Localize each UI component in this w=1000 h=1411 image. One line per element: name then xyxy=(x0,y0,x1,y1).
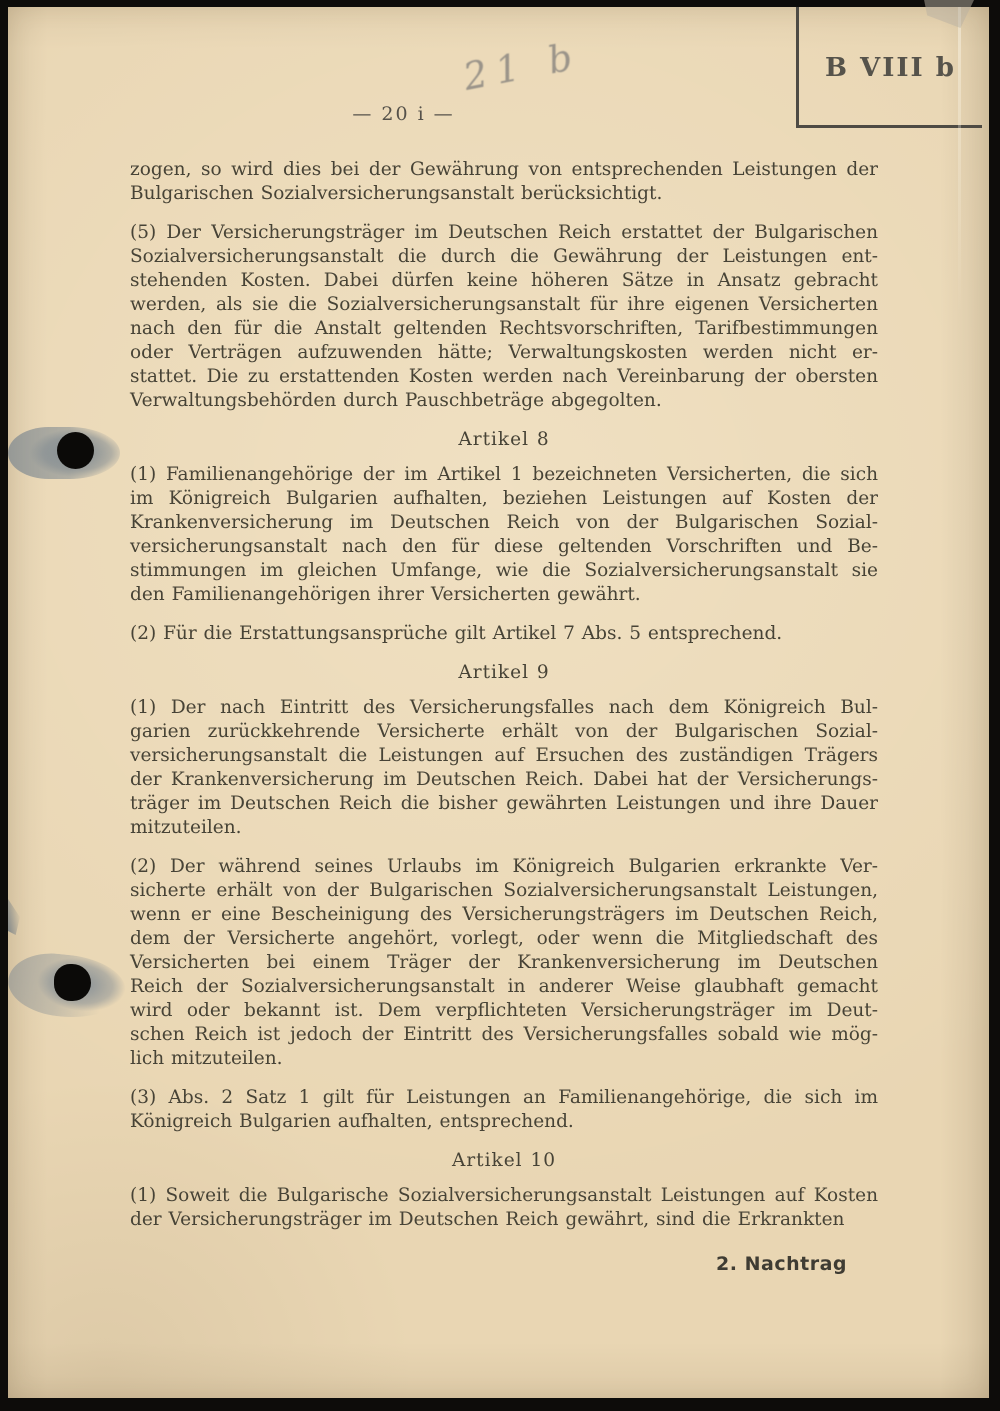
text-line: (2) Für die Erstattungsansprüche gilt Artikel 7 Abs. 5 entsprechend. xyxy=(130,623,783,644)
text-line: träger im Deutschen Reich die bisher gewährten Leistungen und ihre Dauer xyxy=(130,793,878,814)
text-line: zogen, so wird dies bei der Gewährung von entsprechenden Leistungen der xyxy=(130,159,878,180)
text-line: versicherungsanstalt die Leistungen auf Ersuchen des zuständigen Trägers xyxy=(130,745,878,766)
text-line: (5) Der Versicherungsträger im Deutschen Reich erstattet der Bulgarischen xyxy=(130,222,878,243)
text-line: Artikel 9 xyxy=(458,662,550,683)
paragraph xyxy=(130,158,878,206)
text-line: Artikel 8 xyxy=(458,429,550,450)
page-number: — 20 i — xyxy=(352,103,455,125)
text-line: Artikel 10 xyxy=(451,1150,557,1171)
text-line: garien zurückkehrende Versicherte erhält von der Bulgarischen Sozial- xyxy=(130,721,878,742)
paragraph xyxy=(130,855,878,1071)
text-line: der Versicherungsträger im Deutschen Reich gewährt, sind die Erkrankten xyxy=(130,1209,845,1230)
text-line: Verwaltungsbehörden durch Pauschbeträge abgegolten. xyxy=(130,390,662,411)
paragraph xyxy=(130,1086,878,1134)
text-line: stattet. Die zu erstattenden Kosten werden nach Vereinbarung der obersten xyxy=(130,366,878,387)
text-line: nach den für die Anstalt geltenden Rechtsvorschriften, Tarifbestimmungen xyxy=(130,318,878,339)
text-line: dem der Versicherte angehört, vorlegt, oder wenn die Mitgliedschaft des xyxy=(130,928,878,949)
text-line: lich mitzuteilen. xyxy=(130,1048,283,1069)
paragraph xyxy=(130,463,878,607)
text-line: wird oder bekannt ist. Dem verpflichteten Versicherungsträger im Deut- xyxy=(130,1000,878,1021)
text-line: sicherte erhält von der Bulgarischen Sozialversicherungsanstalt Leistungen, xyxy=(130,880,878,901)
text-line: oder Verträgen aufzuwenden hätte; Verwaltungskosten werden nicht er- xyxy=(130,342,878,363)
classification-label: B VIII b xyxy=(825,53,956,83)
text-line: Bulgarischen Sozialversicherungsanstalt berücksichtigt. xyxy=(130,183,663,204)
paragraph xyxy=(130,1184,878,1232)
supplement-footer-label: 2. Nachtrag xyxy=(716,1253,847,1275)
text-line: Sozialversicherungsanstalt die durch die Gewährung der Leistungen ent- xyxy=(130,246,878,267)
paragraph xyxy=(130,221,878,413)
text-line: schen Reich ist jedoch der Eintritt des Versicherungsfalles sobald wie mög- xyxy=(130,1024,878,1045)
punch-hole-bottom xyxy=(54,964,91,1001)
paragraph xyxy=(130,696,878,840)
edge-smudge xyxy=(8,895,22,935)
text-line: Versicherten bei einem Träger der Krankenversicherung im Deutschen xyxy=(130,952,878,973)
text-line: Königreich Bulgarien aufhalten, entsprechend. xyxy=(130,1111,574,1132)
paper-crease xyxy=(958,7,961,317)
article-heading xyxy=(130,428,878,452)
text-line: Krankenversicherung im Deutschen Reich von der Bulgarischen Sozial- xyxy=(130,512,878,533)
text-line: im Königreich Bulgarien aufhalten, beziehen Leistungen auf Kosten der xyxy=(130,488,878,509)
text-line: (2) Der während seines Urlaubs im Königreich Bulgarien erkrankte Ver- xyxy=(130,856,878,877)
text-line: (1) Familienangehörige der im Artikel 1 bezeichneten Versicherten, die sich xyxy=(130,464,878,485)
article-heading xyxy=(130,661,878,685)
text-line: stimmungen im gleichen Umfange, wie die Sozialversicherungsanstalt sie xyxy=(130,560,878,581)
text-line: den Familienangehörigen ihrer Versicherten gewährt. xyxy=(130,584,641,605)
text-line: (1) Soweit die Bulgarische Sozialversicherungsanstalt Leistungen auf Kosten xyxy=(130,1185,878,1206)
text-line: wenn er eine Bescheinigung des Versicherungsträgers im Deutschen Reich, xyxy=(130,904,878,925)
text-line: mitzuteilen. xyxy=(130,817,242,838)
article-heading xyxy=(130,1149,878,1173)
document-body xyxy=(130,158,878,1247)
text-line: versicherungsanstalt nach den für diese geltenden Vorschriften und Be- xyxy=(130,536,878,557)
text-line: Reich der Sozialversicherungsanstalt in anderer Weise glaubhaft gemacht xyxy=(130,976,878,997)
text-line: werden, als sie die Sozialversicherungsanstalt für ihre eigenen Versicherten xyxy=(130,294,878,315)
text-line: stehenden Kosten. Dabei dürfen keine höheren Sätze in Ansatz gebracht xyxy=(130,270,878,291)
text-line: (3) Abs. 2 Satz 1 gilt für Leistungen an Familienangehörige, die sich im xyxy=(130,1087,878,1108)
text-line: der Krankenversicherung im Deutschen Reich. Dabei hat der Versicherungs- xyxy=(130,769,878,790)
paper-sheet xyxy=(8,7,989,1398)
handwritten-pencil-mark: 21 b xyxy=(459,34,585,99)
text-line: (1) Der nach Eintritt des Versicherungsfalles nach dem Königreich Bul- xyxy=(130,697,878,718)
paragraph xyxy=(130,622,878,646)
punch-hole-top xyxy=(57,432,94,469)
